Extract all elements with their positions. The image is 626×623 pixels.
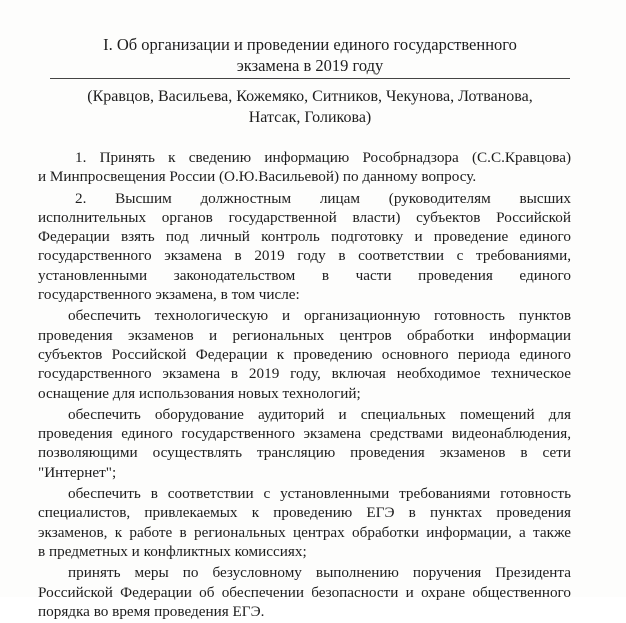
- paragraph-line: обеспечить оборудование аудиторий и специальных помещений для: [68, 405, 571, 423]
- paragraph-line: позволяющими осуществлять трансляцию проведения экзаменов в сети: [38, 444, 571, 462]
- paragraph-line: государственного экзамена, в том числе:: [38, 286, 300, 304]
- paragraph-line: обеспечить в соответствии с установленными требованиями готовность: [68, 485, 571, 503]
- paragraph-line: проведения экзаменов и региональных центров обработки информации: [38, 326, 571, 344]
- paragraph: [38, 405, 571, 482]
- speakers-line: (Кравцов, Васильева, Кожемяко, Ситников, Чекунова, Лотванова,: [87, 88, 533, 105]
- speakers-list: [60, 86, 560, 128]
- paragraph-line: установленными законодательством в части проведения единого: [38, 266, 571, 284]
- paragraph-line: обеспечить технологическую и организационную готовность пунктов: [68, 307, 571, 325]
- paragraph-line: оснащение для использования новых технологий;: [38, 384, 361, 402]
- paragraph-line: в предметных и конфликтных комиссиях;: [38, 542, 307, 560]
- paragraph-line: и Минпросвещения России (О.Ю.Васильевой) по данному вопросу.: [38, 168, 477, 186]
- paragraph-line: проведения единого государственного экзамена средствами видеонаблюдения,: [38, 425, 571, 443]
- paragraph: [38, 189, 571, 305]
- paragraph: [38, 563, 571, 621]
- speakers-line: Натсак, Голикова): [248, 109, 372, 126]
- paragraph: [38, 148, 571, 187]
- paragraph-line: специалистов, привлекаемых к проведению ЕГЭ в пунктах проведения: [38, 504, 571, 522]
- paragraph: [38, 306, 571, 402]
- paragraph-line: 1. Принять к сведению информацию Рособрнадзора (С.С.Кравцова): [75, 149, 571, 166]
- section-title: [60, 34, 560, 76]
- paragraph-line: Федерации взять под личный контроль подготовку и проведение единого: [38, 228, 571, 246]
- paragraph-line: Российской Федерации об обеспечении безопасности и охране общественного: [38, 583, 571, 601]
- paragraph-line: экзаменов, к работе в региональных центрах обработки информации, а также: [38, 523, 571, 541]
- paragraph-line: субъектов Российской Федерации к проведению основного периода единого: [38, 345, 571, 363]
- paragraph-line: принять меры по безусловному выполнению поручения Президента: [68, 564, 571, 582]
- title-line: экзамена в 2019 году: [236, 56, 384, 75]
- title-divider: [50, 78, 570, 79]
- paragraph: [38, 484, 571, 561]
- title-line: I. Об организации и проведении единого государственного: [103, 35, 517, 54]
- paragraph-line: порядка во время проведения ЕГЭ.: [38, 602, 265, 620]
- document-body: [38, 148, 571, 623]
- paragraph-line: "Интернет";: [38, 463, 117, 481]
- paragraph-line: государственного экзамена в 2019 году в соответствии с требованиями,: [38, 247, 571, 265]
- paragraph-line: государственного экзамена в 2019 году, включая необходимое техническое: [38, 365, 571, 383]
- paragraph-line: исполнительных органов государственной власти) субъектов Российской: [38, 208, 571, 226]
- paragraph-line: 2. Высшим должностным лицам (руководителям высших: [75, 189, 571, 207]
